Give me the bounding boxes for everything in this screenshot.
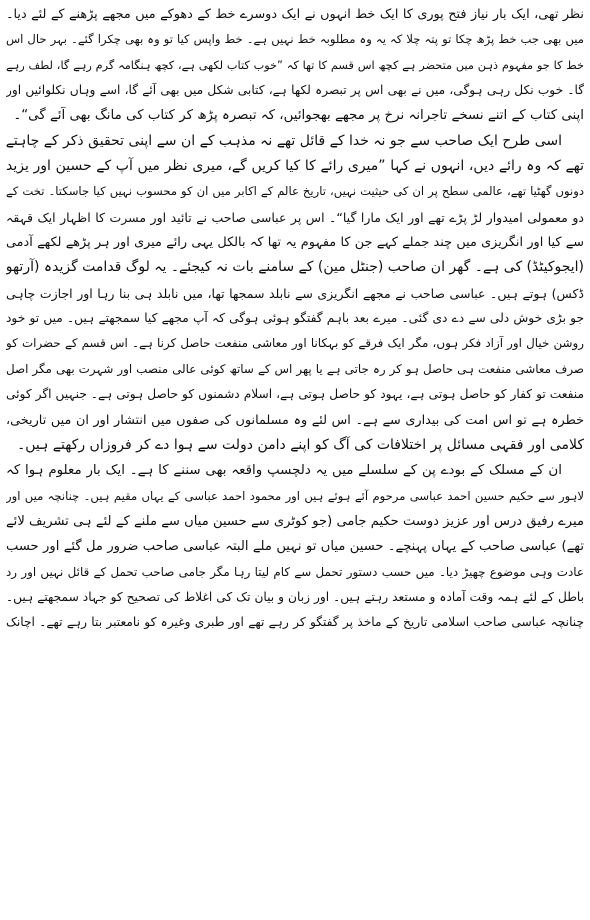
text-line: اسی طرح ایک صاحب سے جو نہ خدا کے قائل تھے نہ مذہب کے ان سے اپنی تحقیق ذکر کے چاہتے <box>6 132 562 149</box>
text-line: ڈکس) ہوتے ہیں۔ عباسی صاحب نے مجھے انگریزی سے نابلد سمجھا تھا، میں نابلد ہی بنا رہا اور اجازت چاہی <box>6 285 584 301</box>
text-line: باطل کے لئے ہمہ وقت آمادہ و مستعد رہتے ہیں۔ اور زبان و بیان تک کی اغلاط کی تصحیح کو جہاد سمجھتے ہیں۔ <box>6 589 584 604</box>
text-line: صرف معاشی منفعت ہی حاصل ہو کر رہ جاتی ہے یا پھر اس کے ساتھ کوئی عالی منصب اور شہرت بھی مگر اصل <box>6 361 584 376</box>
text-line: جو بڑی خوش دلی سے دے دی گئی۔ میرے بعد باہم گفتگو ہوئی ہوگی کہ آپ مجھے کیا سمجھتے ہیں۔ میں تو خود <box>6 311 584 326</box>
text-line: عادت وہی موضوع چھیڑ دیا۔ میں حسب دستور تحمل سے کام لیتا رہا مگر جامی صاحب تحمل کے قائل نہیں اور رد <box>6 564 584 579</box>
paragraph-1 <box>6 2 584 129</box>
document-page <box>6 2 584 916</box>
text-line: میں بھی جب خط پڑھ چکا تو پتہ چلا کہ یہ وہ مطلوبہ خط نہیں ہے۔ خط واپس کیا تو وہ بھی چکرا گئے۔ بہر حال اس <box>6 32 584 47</box>
text-line: دونوں گھٹیا تھے، عالمی سطح پر ان کی حیثیت نہیں، تاریخ عالم کے اکابر میں ان کو محسوب نہیں کیا جاسکتا۔ تخت کے <box>6 184 584 199</box>
text-line: منفعت تو کفار کو حاصل ہوتی ہے، یہود کو حاصل ہوتی ہے، اسلام دشمنوں کو حاصل ہوتی ہے۔ جنہیں اگر کوئی <box>6 387 584 402</box>
text-line: خطرہ ہے تو اس امت کی بیداری سے ہے۔ اس لئے وہ مسلمانوں کی صفوں میں انتشار اور ان میں تاریخی، <box>6 412 584 428</box>
text-line: (ایجوکیٹڈ) کی ہے۔ گھر ان صاحب (جنٹل مین) کے سامنے بات نہ کیجئے۔ یہ لوگ قدامت گزیدہ (آرتھو <box>6 259 584 276</box>
paragraph-2 <box>6 129 584 458</box>
text-line: اپنی کتاب کے اتنے نسخے تاجرانہ نرخ پر مجھے بھجوائیں، کہ تبصرہ پڑھ کر کتاب کی مانگ بھی آئے گی“۔ <box>13 108 584 124</box>
text-line: خط کا جو مفہوم ذہن میں متحضر ہے کچھ اس قسم کا تھا کہ ”خوب کتاب لکھی ہے، کچھ ہنگامہ گرم رہے گا، لطف رہے <box>6 58 584 72</box>
text-line: تھے کہ وہ رائے دیں، انہوں نے کہا ”میری رائے کا کیا کریں گے، میری نظر میں آپ کے حسین اور یزید <box>6 158 584 175</box>
text-line: نظر تھی، ایک بار نیاز فتح پوری کا ایک خط انہوں نے ایک دوسرے خط کے دھوکے میں مجھے پڑھنے کے لئے دیا۔ <box>6 7 584 22</box>
text-line: لاہور سے حکیم حسین احمد عباسی مرحوم آئے ہوئے ہیں اور محمود احمد عباسی کے یہاں مقیم ہیں۔ چنانچہ میں اور <box>6 488 584 503</box>
text-line: دو معمولی امیدوار لڑ پڑے تھے اور ایک مارا گیا“۔ اس پر عباسی صاحب نے تائید اور مسرت کا اظہار ایک قہقہ <box>6 209 584 225</box>
text-line: روشن خیال اور آزاد فکر ہوں، مگر ایک فرقے کو بہکانا اور معاشی منفعت حاصل کرنا ہے۔ اس قسم کے حضرات کو <box>6 336 584 351</box>
text-line: ان کے مسلک کے بودے پن کے سلسلے میں یہ دلچسپ واقعہ بھی سننے کا ہے۔ ایک بار معلوم ہوا کہ <box>6 463 562 479</box>
text-line: تھے) عباسی صاحب کے یہاں پہنچے۔ حسین میاں تو نہیں ملے البتہ عباسی صاحب ضرور مل گئے اور حسب <box>6 539 584 555</box>
text-line: کلامی اور فقہی مسائل پر اختلافات کی آگ کو اپنے دامن دولت سے ہوا دے کر فروزاں رکھتے ہیں۔ <box>17 436 584 453</box>
text-line: گا۔ خوب نکل رہی ہوگی، میں نے بھی اس پر تبصرہ لکھا ہے، کتابی شکل میں بھی آئے گا، اسے وہاں نکلوائیں اور <box>6 83 584 98</box>
text-line: میرے رفیق درس اور عزیز دوست حکیم جامی (جو کوٹری سے حسین میاں سے ملنے کے لئے ہی تشریف لائے <box>6 513 584 529</box>
text-line: چنانچہ عباسی صاحب اسلامی تاریخ کے ماخذ پر گفتگو کر رہے تھے اور طبری وغیرہ کو نامعتبر بتا رہے تھے۔ اچانک <box>6 615 584 630</box>
text-line: سے کیا اور انگریزی میں چند جملے کہے جن کا مفہوم یہ تھا کہ بالکل یہی رائے میری اور ہر پڑھے لکھے آدمی <box>6 235 584 251</box>
paragraph-3 <box>6 458 584 635</box>
